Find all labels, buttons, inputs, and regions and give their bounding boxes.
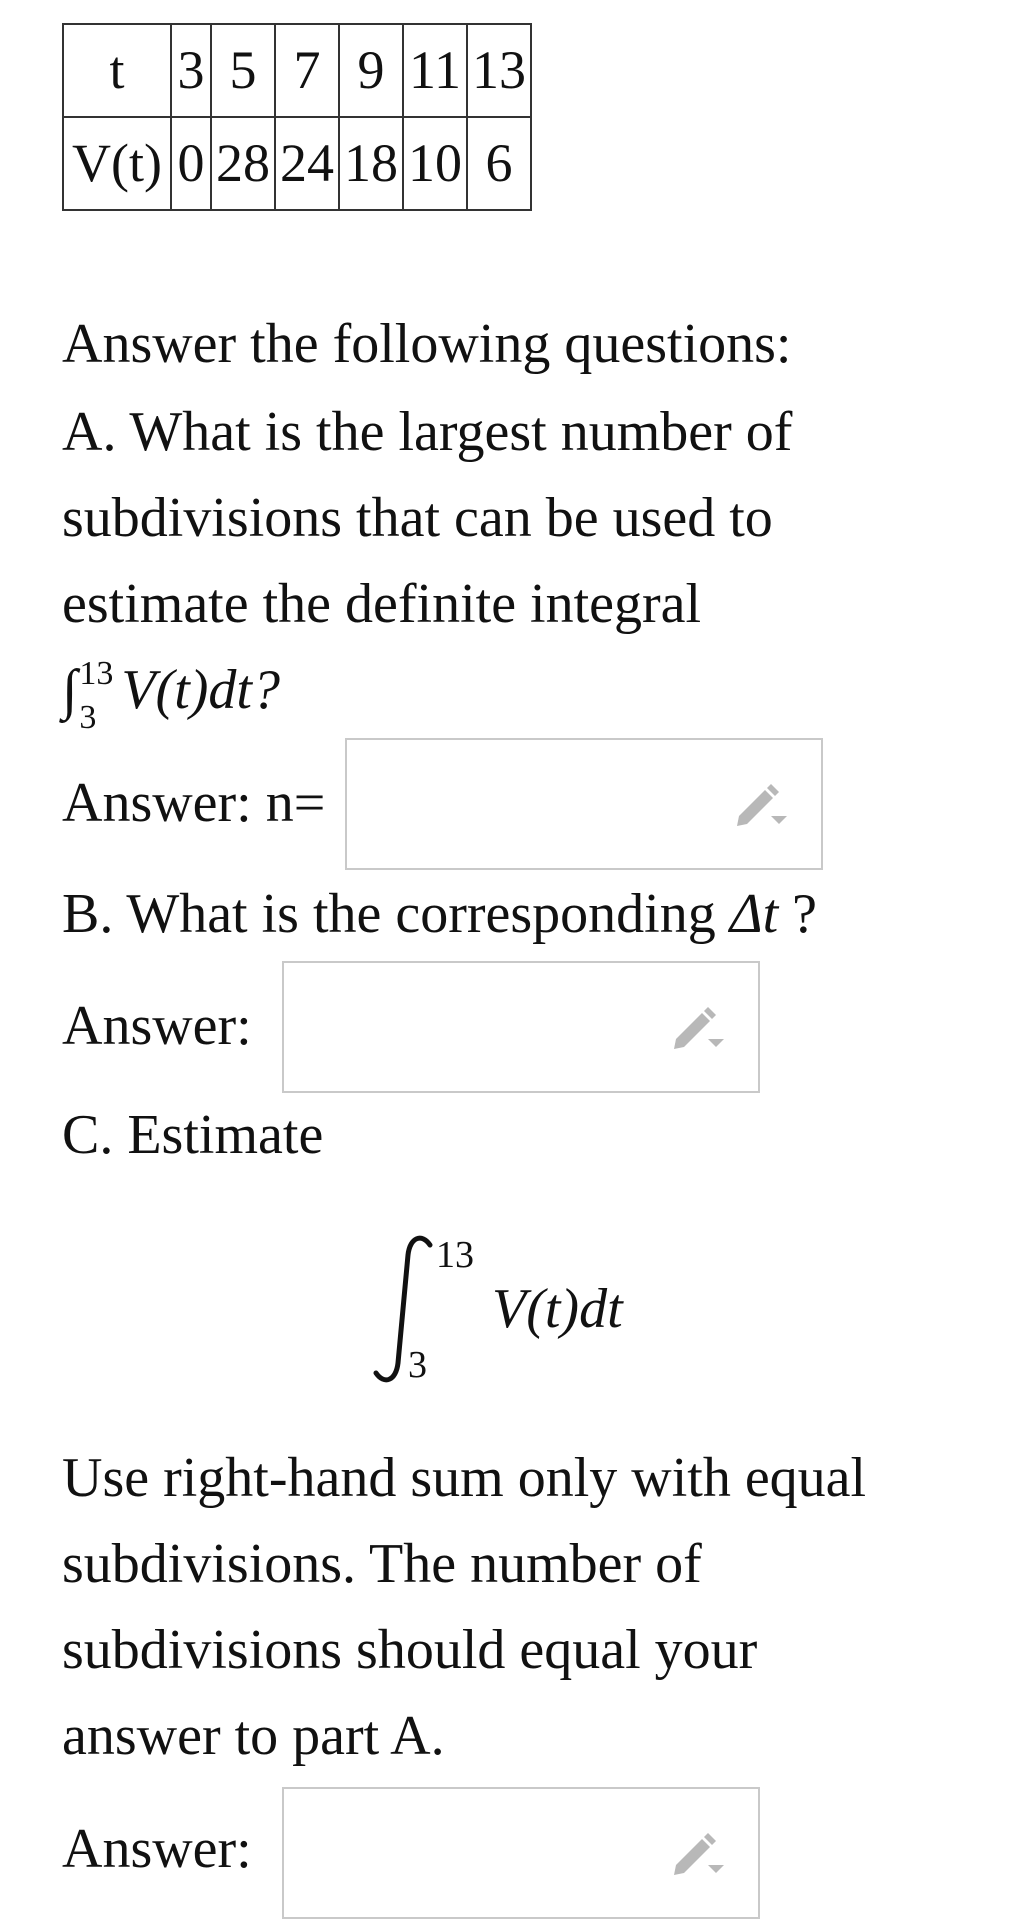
table-cell: 0 bbox=[171, 117, 211, 210]
delta-t-symbol: Δt bbox=[729, 883, 779, 945]
pencil-icon[interactable] bbox=[668, 1827, 730, 1879]
table-row-v bbox=[63, 117, 531, 210]
table-header-v: V(t) bbox=[63, 117, 171, 210]
question-c-line1: Use right-hand sum only with equal bbox=[62, 1447, 867, 1509]
display-integral bbox=[370, 1225, 670, 1395]
pencil-icon[interactable] bbox=[731, 778, 793, 830]
display-integral-upper: 13 bbox=[436, 1234, 474, 1276]
question-a-line3: estimate the definite integral bbox=[62, 573, 702, 635]
table-cell: 3 bbox=[171, 24, 211, 117]
table-cell: 9 bbox=[339, 24, 403, 117]
answer-a-label: Answer: n= bbox=[62, 772, 326, 834]
table-header-t: t bbox=[63, 24, 171, 117]
table-cell: 24 bbox=[275, 117, 339, 210]
table-cell: 7 bbox=[275, 24, 339, 117]
table-row-t bbox=[63, 24, 531, 117]
question-c-line3: subdivisions should equal your bbox=[62, 1619, 758, 1681]
inline-integral-upper: 13 bbox=[79, 655, 114, 693]
inline-integral-lower: 3 bbox=[79, 699, 97, 737]
display-integral-lower: 3 bbox=[408, 1344, 427, 1386]
inline-integral: ∫ 13 3 V(t)dt? bbox=[62, 655, 280, 737]
question-a-line2: subdivisions that can be used to bbox=[62, 487, 773, 549]
values-table bbox=[62, 23, 532, 211]
inline-integrand: V(t)dt? bbox=[121, 659, 280, 721]
table-cell: 11 bbox=[403, 24, 467, 117]
pencil-icon[interactable] bbox=[668, 1001, 730, 1053]
question-c-line2: subdivisions. The number of bbox=[62, 1533, 702, 1595]
intro-text: Answer the following questions: bbox=[62, 313, 792, 375]
answer-c-input[interactable] bbox=[282, 1787, 760, 1919]
table-cell: 10 bbox=[403, 117, 467, 210]
question-c-line4: answer to part A. bbox=[62, 1705, 445, 1767]
table-cell: 18 bbox=[339, 117, 403, 210]
answer-a-input[interactable] bbox=[345, 738, 823, 870]
table-cell: 28 bbox=[211, 117, 275, 210]
question-a-line1: A. What is the largest number of bbox=[62, 401, 793, 463]
display-integrand: V(t)dt bbox=[492, 1278, 623, 1340]
question-c-title: C. Estimate bbox=[62, 1104, 324, 1166]
table-cell: 6 bbox=[467, 117, 531, 210]
question-b-text bbox=[62, 870, 817, 958]
question-b-suffix: ? bbox=[792, 883, 818, 945]
table-cell: 5 bbox=[211, 24, 275, 117]
answer-c-label: Answer: bbox=[62, 1818, 252, 1880]
answer-b-label: Answer: bbox=[62, 995, 252, 1057]
answer-b-input[interactable] bbox=[282, 961, 760, 1093]
question-b-label: B. What is the corresponding bbox=[62, 883, 716, 945]
table-cell: 13 bbox=[467, 24, 531, 117]
